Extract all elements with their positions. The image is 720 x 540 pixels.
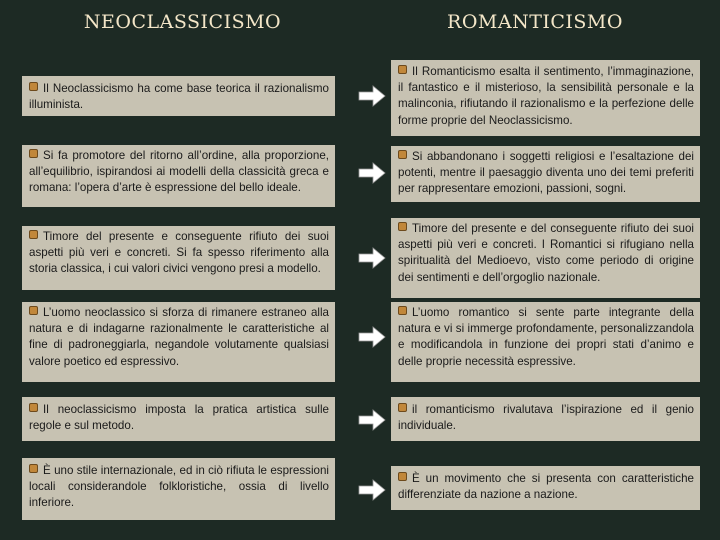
left-column-title: NEOCLASSICISMO: [83, 11, 282, 33]
bullet-icon: [398, 65, 407, 74]
bullet-icon: [29, 82, 38, 91]
romantic-card-6: [391, 466, 700, 510]
bullet-icon: [398, 403, 407, 412]
bullet-icon: [29, 403, 38, 412]
neoclassic-text-4: L’uomo neoclassico si sforza di rimanere estraneo alla natura e di indagarne razionalmente le caratteristiche al fine di padroneggiarla, negandole volutamente qualsiasi valore poetico ed espressivo.: [29, 306, 329, 368]
neoclassic-card-2: [22, 145, 335, 207]
romantic-text-6: È un movimento che si presenta con caratteristiche differenziate da nazione a nazione.: [398, 472, 694, 502]
romantic-text-5: il romanticismo rivalutava l’ispirazione ed il genio individuale.: [398, 403, 694, 433]
neoclassic-text-5: Il neoclassicismo imposta la pratica artistica sulle regole e sul metodo.: [29, 403, 329, 433]
romantic-card-4: [391, 302, 700, 382]
bullet-icon: [398, 306, 407, 315]
romantic-card-5: [391, 397, 700, 441]
arrow-right-icon: [358, 326, 386, 348]
bullet-icon: [398, 472, 407, 481]
bullet-icon: [29, 230, 38, 239]
neoclassic-card-6: [22, 458, 335, 520]
bullet-icon: [29, 149, 38, 158]
romantic-text-2: Si abbandonano i soggetti religiosi e l’esaltazione dei potenti, mentre il paesaggio diventa uno dei temi preferiti per rappresentare emozioni, passioni, sogni.: [398, 150, 694, 196]
arrow-right-icon: [358, 409, 386, 431]
romantic-text-3: Timore del presente e del conseguente rifiuto dei suoi aspetti più veri e concreti. I Romantici si rifugiano nella spiritualità del Medioevo, visto come periodo di origine dei sentimenti e dell’orgoglio nazionale.: [398, 222, 694, 284]
romantic-card-2: [391, 146, 700, 202]
bullet-icon: [398, 150, 407, 159]
bullet-icon: [29, 306, 38, 315]
right-column-title: ROMANTICISMO: [447, 11, 623, 33]
neoclassic-text-2: Si fa promotore del ritorno all’ordine, alla proporzione, all’equilibrio, ispirandosi ai modelli della classicità greca e romana: l’opera d’arte è espressione del bello ideale.: [29, 149, 329, 195]
romantic-text-1: Il Romanticismo esalta il sentimento, l’immaginazione, il fantastico e il misterioso, la sensibilità personale e la malinconia, rifiutando il razionalismo e la perfezione delle forme proprie del Neoclassicismo.: [398, 65, 694, 127]
romantic-text-4: L’uomo romantico si sente parte integrante della natura e vi si immerge profondamente, personalizzandola e modificandola in funzione dei propri stati d’animo e delle proprie necessità espressive.: [398, 306, 694, 368]
arrow-right-icon: [358, 479, 386, 501]
bullet-icon: [29, 464, 38, 473]
neoclassic-card-4: [22, 302, 335, 382]
arrow-right-icon: [358, 162, 386, 184]
romantic-card-3: [391, 218, 700, 298]
romantic-card-1: [391, 60, 700, 136]
arrow-right-icon: [358, 85, 386, 107]
neoclassic-card-1: [22, 76, 335, 116]
neoclassic-text-3: Timore del presente e conseguente rifiuto dei suoi aspetti più veri e concreti. Si fa spesso riferimento alla storia classica, i cui valori civici vengono presi a modello.: [29, 230, 329, 276]
arrow-right-icon: [358, 247, 386, 269]
neoclassic-card-3: [22, 226, 335, 290]
neoclassic-card-5: [22, 397, 335, 441]
neoclassic-text-1: Il Neoclassicismo ha come base teorica il razionalismo illuminista.: [29, 82, 329, 112]
neoclassic-text-6: È uno stile internazionale, ed in ciò rifiuta le espressioni locali considerandole folkloristiche, ossia di livello inferiore.: [29, 464, 329, 510]
bullet-icon: [398, 222, 407, 231]
